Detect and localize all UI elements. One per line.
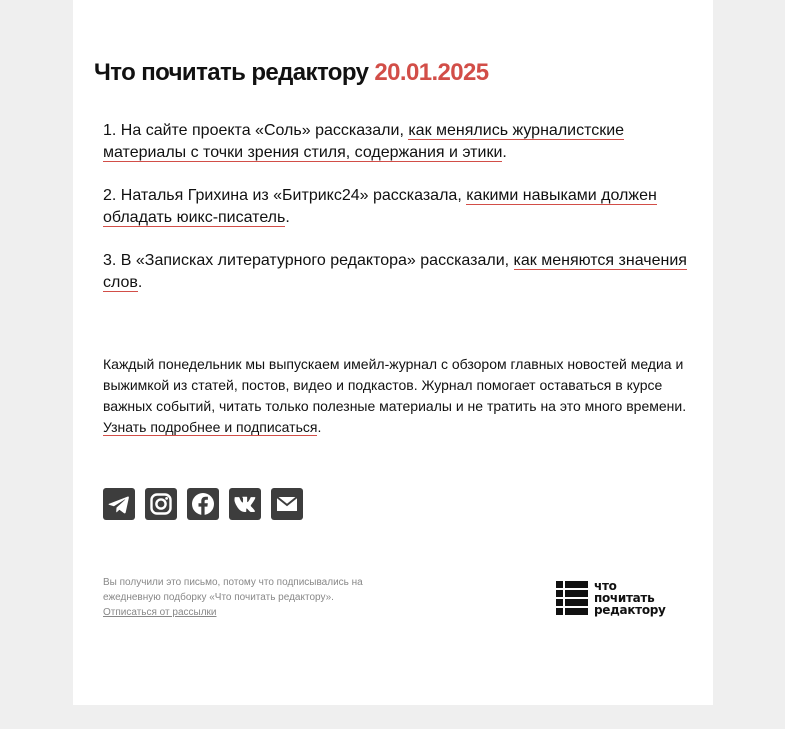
newsletter-card xyxy=(73,0,713,705)
logo-line: почитать xyxy=(594,591,655,605)
about-text: Каждый понедельник мы выпускаем имейл-журнал с обзором главных новостей медиа и выжимкой из статей, постов, видео и подкастов. Журнал помогает оставаться в курсе важных событий, читать только полезные материалы и не тратить на это много времени. xyxy=(103,356,687,414)
item-lead: 3. В «Записках литературного редактора» рассказали, xyxy=(103,252,514,269)
about-tail: . xyxy=(317,419,322,435)
telegram-icon[interactable] xyxy=(103,488,135,520)
article-link[interactable]: какими навыками должен обладать юикс-писатель xyxy=(103,187,657,226)
logo-wordmark xyxy=(594,580,666,616)
footer-note-text: Вы получили это письмо, потому что подписывались на ежедневную подборку «Что почитать редактору». xyxy=(103,577,363,603)
brand-logo[interactable] xyxy=(556,579,684,617)
item-tail: . xyxy=(285,209,290,226)
article-link[interactable]: как меняются значения слов xyxy=(103,252,687,291)
list-item xyxy=(103,120,687,164)
item-tail: . xyxy=(502,144,507,161)
logo-line: что xyxy=(594,579,617,593)
email-icon[interactable] xyxy=(271,488,303,520)
subscribe-link[interactable]: Узнать подробнее и подписаться xyxy=(103,419,318,435)
facebook-icon[interactable] xyxy=(187,488,219,520)
social-links xyxy=(103,488,303,520)
list-item xyxy=(103,185,687,229)
item-lead: 2. Наталья Грихина из «Битрикс24» рассказала, xyxy=(103,187,467,204)
issue-date: 20.01.2025 xyxy=(374,59,489,86)
item-lead: 1. На сайте проекта «Соль» рассказали, xyxy=(103,122,409,139)
instagram-icon[interactable] xyxy=(145,488,177,520)
list-item xyxy=(103,250,687,294)
page-title xyxy=(94,58,489,88)
logo-line: редактору xyxy=(594,603,666,617)
footer-note xyxy=(103,575,393,620)
item-tail: . xyxy=(137,274,143,291)
vk-icon[interactable] xyxy=(229,488,261,520)
logo-bars-icon xyxy=(556,581,588,615)
article-link[interactable]: как менялись журналистские материалы с точки зрения стиля, содержания и этики xyxy=(103,122,625,161)
unsubscribe-link[interactable]: Отписаться от рассылки xyxy=(103,607,217,618)
title-text: Что почитать редактору xyxy=(94,59,369,86)
about-paragraph xyxy=(103,354,691,438)
article-list xyxy=(103,120,687,315)
